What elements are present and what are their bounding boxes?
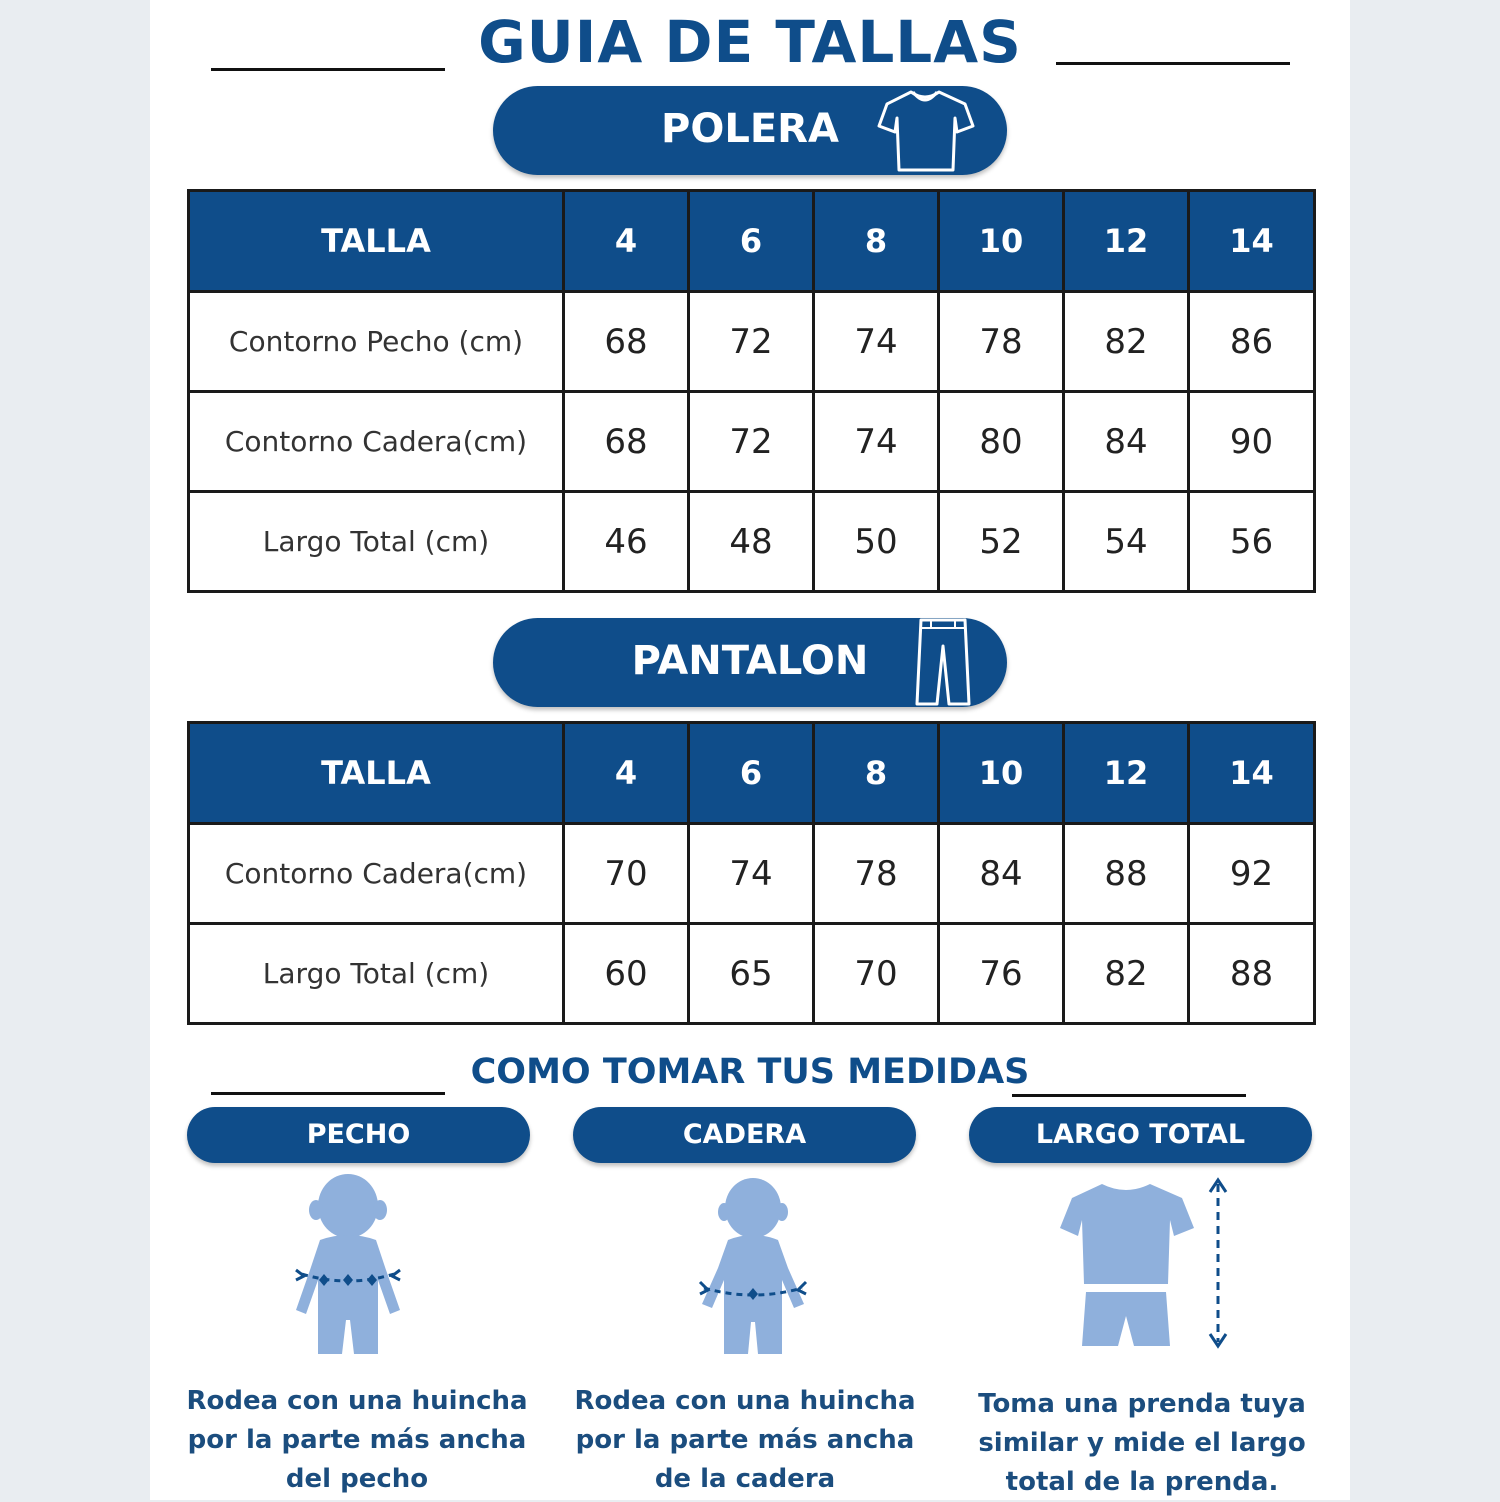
polera-banner bbox=[493, 86, 1007, 175]
table-cell: 70 bbox=[814, 924, 939, 1024]
howto-rule-right bbox=[1012, 1094, 1246, 1097]
header-cell: 14 bbox=[1189, 191, 1315, 292]
title-rule-right bbox=[1056, 62, 1290, 65]
row-label: Largo Total (cm) bbox=[189, 492, 564, 592]
header-cell: 10 bbox=[939, 191, 1064, 292]
table-cell: 74 bbox=[814, 392, 939, 492]
page-title: GUIA DE TALLAS bbox=[478, 8, 1022, 76]
table-cell: 78 bbox=[939, 292, 1064, 392]
cadera-pill: CADERA bbox=[573, 1107, 916, 1163]
header-cell: 8 bbox=[814, 723, 939, 824]
table-cell: 88 bbox=[1064, 824, 1189, 924]
header-cell: 4 bbox=[564, 723, 689, 824]
largo-total-pill: LARGO TOTAL bbox=[969, 1107, 1312, 1163]
pantalon-size-table bbox=[187, 721, 1316, 1025]
table-header-row bbox=[189, 191, 1315, 292]
table-row bbox=[189, 392, 1315, 492]
pecho-description: Rodea con una huincha por la parte más ancha del pecho bbox=[186, 1386, 528, 1494]
child-chest-icon bbox=[278, 1170, 418, 1360]
table-cell: 84 bbox=[1064, 392, 1189, 492]
header-cell: 12 bbox=[1064, 723, 1189, 824]
table-cell: 78 bbox=[814, 824, 939, 924]
table-cell: 86 bbox=[1189, 292, 1315, 392]
table-cell: 74 bbox=[689, 824, 814, 924]
table-cell: 65 bbox=[689, 924, 814, 1024]
header-cell: TALLA bbox=[189, 723, 564, 824]
table-cell: 68 bbox=[564, 292, 689, 392]
table-row bbox=[189, 292, 1315, 392]
header-cell: 14 bbox=[1189, 723, 1315, 824]
table-cell: 72 bbox=[689, 292, 814, 392]
child-hip-icon bbox=[688, 1172, 818, 1362]
cadera-description: Rodea con una huincha por la parte más ancha de la cadera bbox=[574, 1386, 916, 1494]
table-cell: 84 bbox=[939, 824, 1064, 924]
header-cell: 6 bbox=[689, 723, 814, 824]
table-row bbox=[189, 824, 1315, 924]
largo-total-description: Toma una prenda tuya similar y mide el largo total de la prenda. bbox=[978, 1389, 1306, 1497]
header-cell: 12 bbox=[1064, 191, 1189, 292]
table-cell: 72 bbox=[689, 392, 814, 492]
row-label: Largo Total (cm) bbox=[189, 924, 564, 1024]
table-cell: 56 bbox=[1189, 492, 1315, 592]
table-cell: 50 bbox=[814, 492, 939, 592]
title-rule-left bbox=[211, 68, 445, 71]
table-cell: 46 bbox=[564, 492, 689, 592]
table-cell: 68 bbox=[564, 392, 689, 492]
table-cell: 76 bbox=[939, 924, 1064, 1024]
row-label: Contorno Pecho (cm) bbox=[189, 292, 564, 392]
table-cell: 80 bbox=[939, 392, 1064, 492]
table-cell: 82 bbox=[1064, 292, 1189, 392]
header-cell: 8 bbox=[814, 191, 939, 292]
howto-title: COMO TOMAR TUS MEDIDAS bbox=[470, 1052, 1030, 1092]
table-cell: 60 bbox=[564, 924, 689, 1024]
polera-label: POLERA bbox=[661, 106, 839, 152]
howto-rule-left bbox=[211, 1092, 445, 1095]
table-cell: 88 bbox=[1189, 924, 1315, 1024]
row-label: Contorno Cadera(cm) bbox=[189, 392, 564, 492]
header-cell: TALLA bbox=[189, 191, 564, 292]
header-cell: 4 bbox=[564, 191, 689, 292]
pantalon-banner bbox=[493, 618, 1007, 707]
garment-length-icon bbox=[1060, 1176, 1240, 1356]
row-label: Contorno Cadera(cm) bbox=[189, 824, 564, 924]
pantalon-label: PANTALON bbox=[631, 638, 869, 684]
table-row bbox=[189, 924, 1315, 1024]
header-cell: 10 bbox=[939, 723, 1064, 824]
table-cell: 82 bbox=[1064, 924, 1189, 1024]
table-header-row bbox=[189, 723, 1315, 824]
table-row bbox=[189, 492, 1315, 592]
header-cell: 6 bbox=[689, 191, 814, 292]
table-cell: 52 bbox=[939, 492, 1064, 592]
table-cell: 54 bbox=[1064, 492, 1189, 592]
pants-icon bbox=[913, 616, 973, 708]
pecho-pill: PECHO bbox=[187, 1107, 530, 1163]
table-cell: 90 bbox=[1189, 392, 1315, 492]
table-cell: 70 bbox=[564, 824, 689, 924]
table-cell: 48 bbox=[689, 492, 814, 592]
tshirt-icon bbox=[875, 86, 975, 174]
table-cell: 74 bbox=[814, 292, 939, 392]
table-cell: 92 bbox=[1189, 824, 1315, 924]
polera-size-table bbox=[187, 189, 1316, 593]
